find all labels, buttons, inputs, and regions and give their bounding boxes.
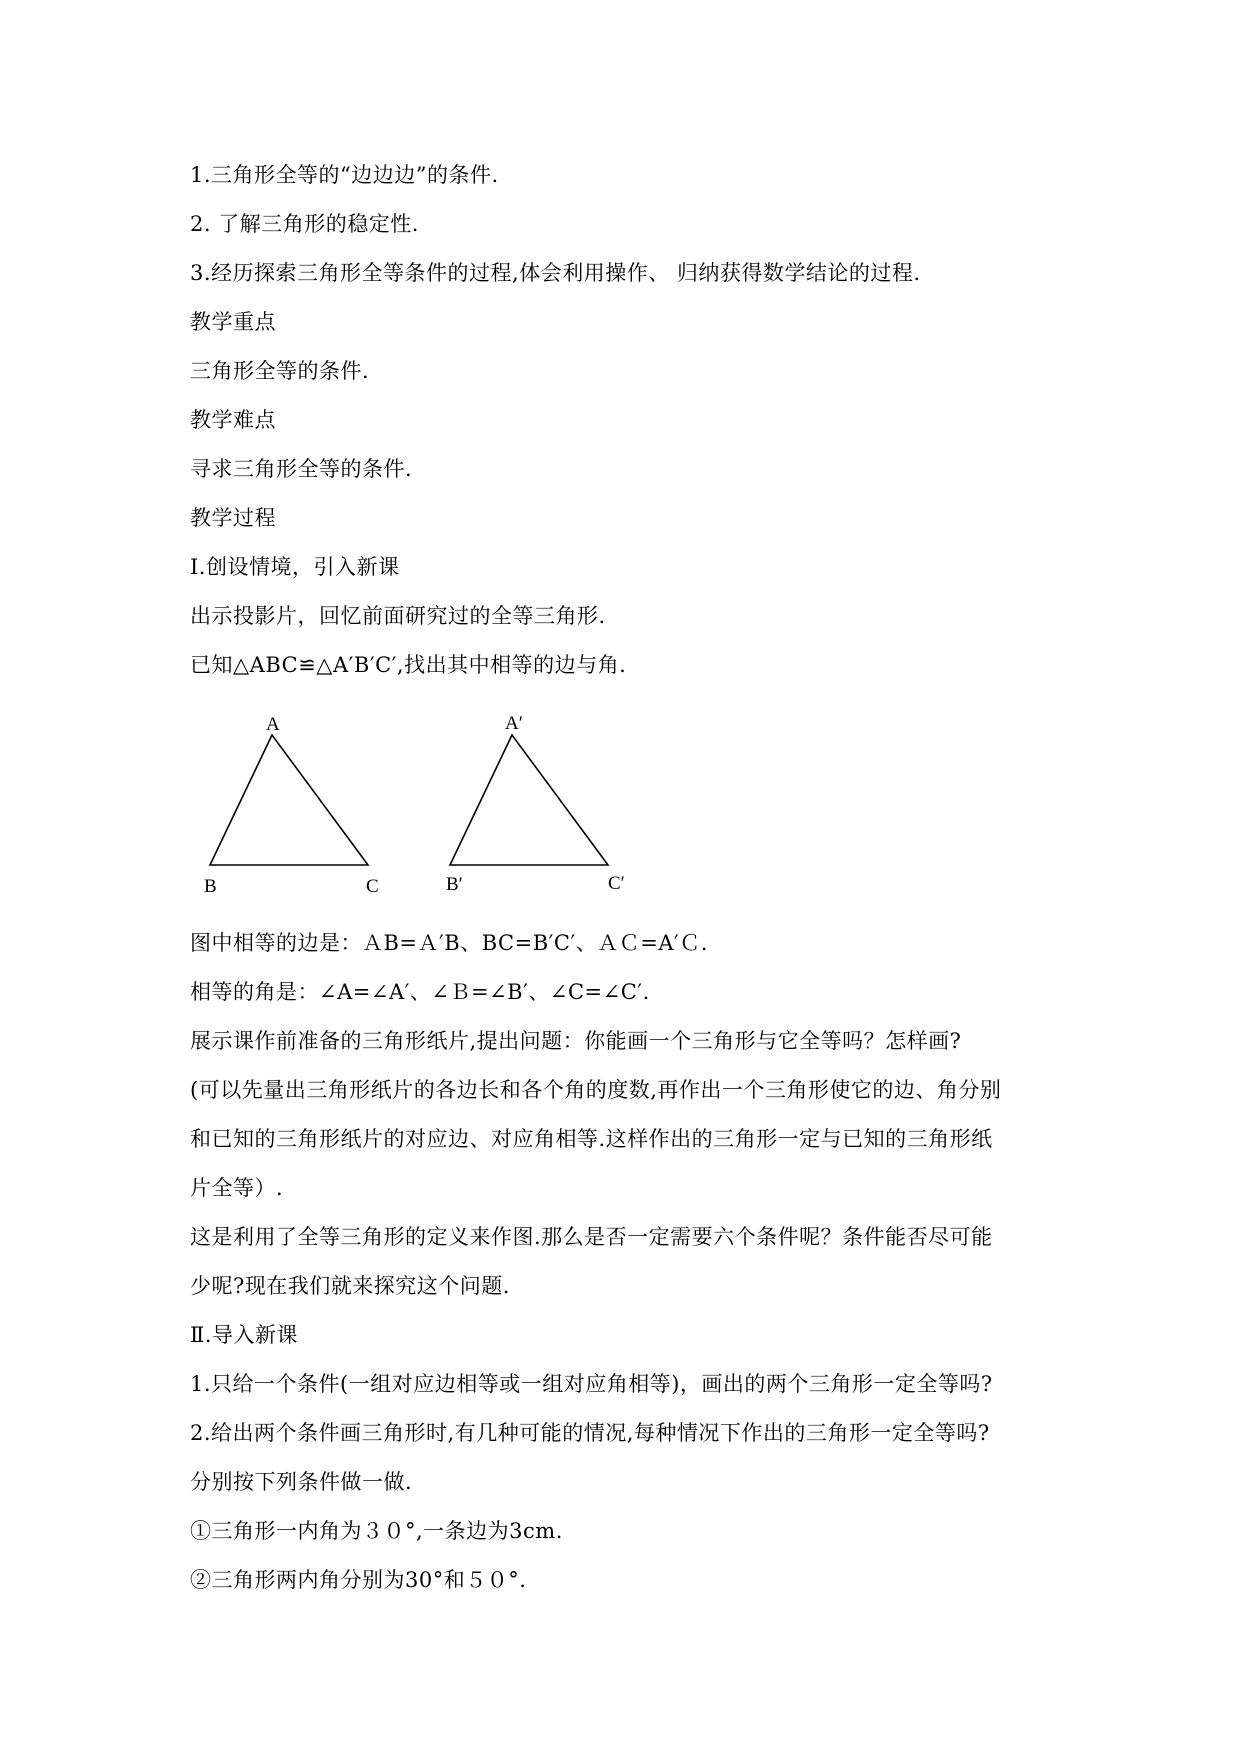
condition-1: ①三角形一内角为３０°,一条边为3cm. (190, 1519, 563, 1543)
vertex-label-b-prime: B′ (446, 874, 463, 895)
condition-2: ②三角形两内角分别为30°和５０°. (190, 1568, 527, 1592)
question-1: 1.只给一个条件(一组对应边相等或一组对应角相等)，画出的两个三角形一定全等吗? (190, 1372, 993, 1396)
objective-2: 2. 了解三角形的稳定性. (190, 212, 419, 236)
paragraph-line: 展示课作前准备的三角形纸片,提出问题：你能画一个三角形与它全等吗？怎样画? (190, 1029, 962, 1053)
section-1-title: Ⅰ.创设情境，引入新课 (190, 555, 400, 579)
heading-key-points: 教学重点 (190, 310, 276, 334)
paragraph-line: 分别按下列条件做一做. (190, 1470, 413, 1494)
paragraph-line: 这是利用了全等三角形的定义来作图.那么是否一定需要六个条件呢？条件能否尽可能 (190, 1225, 993, 1249)
vertex-label-a-prime: A′ (505, 713, 523, 734)
paragraph-line: 相等的角是：∠A=∠A′、∠Ｂ=∠B′、∠C=∠C′. (190, 980, 650, 1004)
paragraph-line: (可以先量出三角形纸片的各边长和各个角的度数,再作出一个三角形使它的边、角分别 (190, 1078, 1002, 1102)
paragraph-line: 图中相等的边是：ＡB=Ａ′B、BC=B′C′、ＡＣ=A′Ｃ. (190, 931, 708, 955)
objective-3: 3.经历探索三角形全等条件的过程,体会利用操作、 归纳获得数学结论的过程. (190, 261, 921, 285)
vertex-label-b: B (204, 876, 217, 897)
vertex-label-a: A (266, 714, 280, 735)
paragraph-line: 和已知的三角形纸片的对应边、对应角相等.这样作出的三角形一定与已知的三角形纸 (190, 1127, 993, 1151)
heading-difficulties: 教学难点 (190, 408, 276, 432)
question-2: 2.给出两个条件画三角形时,有几种可能的情况,每种情况下作出的三角形一定全等吗? (190, 1421, 990, 1445)
paragraph-line: 出示投影片，回忆前面研究过的全等三角形. (190, 604, 606, 628)
vertex-label-c-prime: C′ (608, 873, 625, 894)
congruent-triangles-figure (190, 705, 650, 905)
section-2-title: Ⅱ.导入新课 (190, 1323, 298, 1347)
key-points-text: 三角形全等的条件. (190, 359, 370, 383)
triangle-a-prime-b-prime-c-prime (450, 735, 608, 865)
paragraph-line: 片全等）. (190, 1176, 284, 1200)
objective-1: 1.三角形全等的“边边边”的条件. (190, 163, 499, 187)
paragraph-line: 已知△ABC≌△A′B′C′,找出其中相等的边与角. (190, 653, 627, 677)
difficulties-text: 寻求三角形全等的条件. (190, 457, 413, 481)
heading-process: 教学过程 (190, 506, 276, 530)
vertex-label-c: C (366, 876, 379, 897)
triangle-abc (210, 735, 368, 865)
paragraph-line: 少呢?现在我们就来探究这个问题. (190, 1274, 510, 1298)
